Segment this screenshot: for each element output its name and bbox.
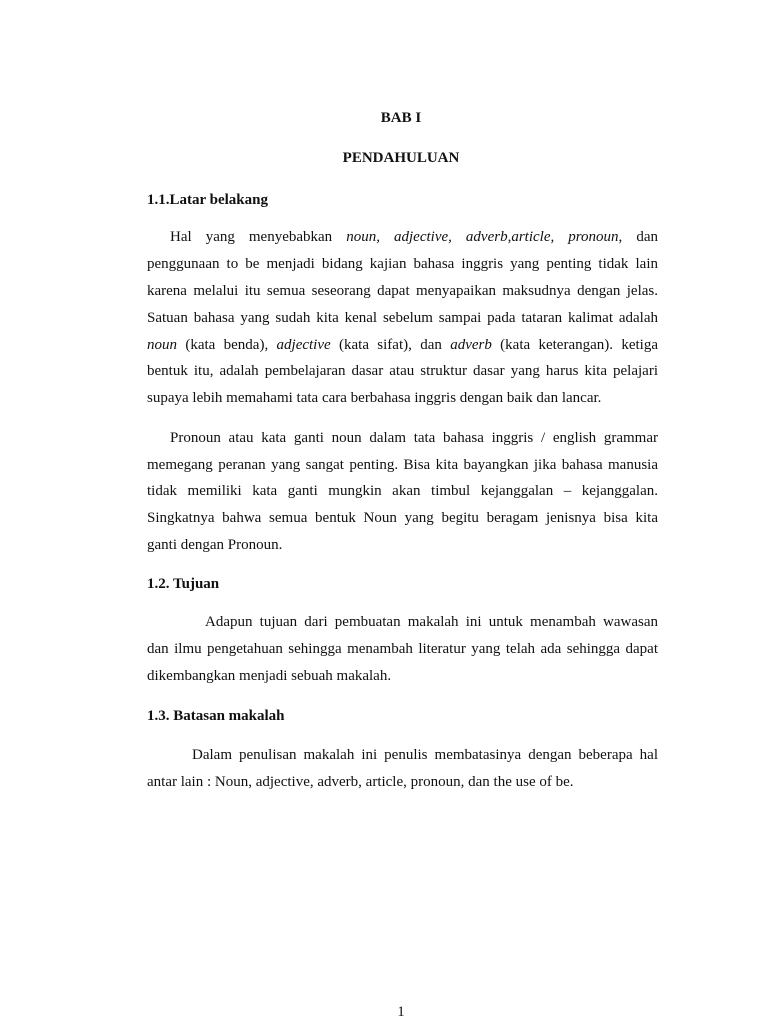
- paragraph-line: [205, 612, 658, 632]
- paragraph-line: [147, 335, 658, 355]
- text-run: , dan: [618, 229, 658, 245]
- text-run: ganti dengan Pronoun.: [147, 537, 283, 553]
- text-run: dikembangkan menjadi sebuah makalah.: [147, 668, 392, 684]
- text-run: dan ilmu pengetahuan sehingga menambah literatur yang telah ada sehingga dapat: [147, 641, 658, 657]
- text-run: Satuan bahasa yang sudah kita kenal sebelum sampai pada tataran kalimat adalah: [147, 310, 658, 326]
- text-run: Dalam penulisan makalah ini penulis membatasinya dengan beberapa hal: [192, 747, 658, 763]
- text-run: (kata benda),: [177, 337, 277, 353]
- paragraph-line: [147, 254, 658, 274]
- text-run: (kata sifat), dan: [330, 337, 451, 353]
- chapter-title: PENDAHULUAN: [342, 150, 460, 166]
- text-run: Pronoun atau kata ganti noun dalam tata bahasa inggris / english grammar: [170, 430, 658, 446]
- paragraph-line: [147, 508, 658, 528]
- paragraph-line: [147, 361, 658, 381]
- italic-term: adjective: [276, 337, 331, 353]
- paragraph-line: [147, 281, 658, 301]
- paragraph-line: [147, 535, 658, 555]
- paragraph-line: [147, 481, 658, 501]
- text-run: supaya lebih memahami tata cara berbahasa inggris dengan baik dan lancar.: [147, 390, 602, 406]
- text-run: memegang peranan yang sangat penting. Bisa kita bayangkan jika bahasa manusia: [147, 457, 658, 473]
- text-run: tidak memiliki kata ganti mungkin akan timbul kejanggalan – kejanggalan.: [147, 483, 658, 499]
- paragraph-line: [147, 639, 658, 659]
- chapter-label: BAB I: [380, 110, 422, 126]
- paragraph-line: [192, 745, 658, 765]
- italic-term: noun, adjective, adverb,article, pronoun: [346, 229, 619, 245]
- paragraph-line: [170, 428, 658, 448]
- page-number: 1: [397, 1004, 405, 1020]
- paragraph-line: [147, 772, 658, 792]
- paragraph-line: [147, 455, 658, 475]
- paragraph-line: [170, 227, 658, 247]
- section-heading-tujuan: 1.2. Tujuan: [147, 576, 220, 592]
- italic-term: noun: [147, 337, 177, 353]
- text-run: Hal yang menyebabkan: [170, 229, 347, 245]
- section-heading-batasan: 1.3. Batasan makalah: [147, 708, 285, 724]
- text-run: penggunaan to be menjadi bidang kajian bahasa inggris yang penting tidak lain: [147, 256, 658, 272]
- text-run: karena melalui itu semua seseorang dapat menyapaikan maksudnya dengan jelas.: [147, 283, 658, 299]
- text-run: Singkatnya bahwa semua bentuk Noun yang begitu beragam jenisnya bisa kita: [147, 510, 658, 526]
- text-run: (kata keterangan). ketiga: [491, 337, 658, 353]
- paragraph-line: [147, 388, 658, 408]
- text-run: Adapun tujuan dari pembuatan makalah ini untuk menambah wawasan: [205, 614, 658, 630]
- text-run: antar lain : Noun, adjective, adverb, article, pronoun, dan the use of be.: [147, 774, 574, 790]
- italic-term: adverb: [450, 337, 492, 353]
- section-heading-latar-belakang: 1.1.Latar belakang: [147, 192, 268, 208]
- text-run: bentuk itu, adalah pembelajaran dasar atau struktur dasar yang harus kita pelajari: [147, 363, 658, 379]
- paragraph-line: [147, 666, 658, 686]
- paragraph-line: [147, 308, 658, 328]
